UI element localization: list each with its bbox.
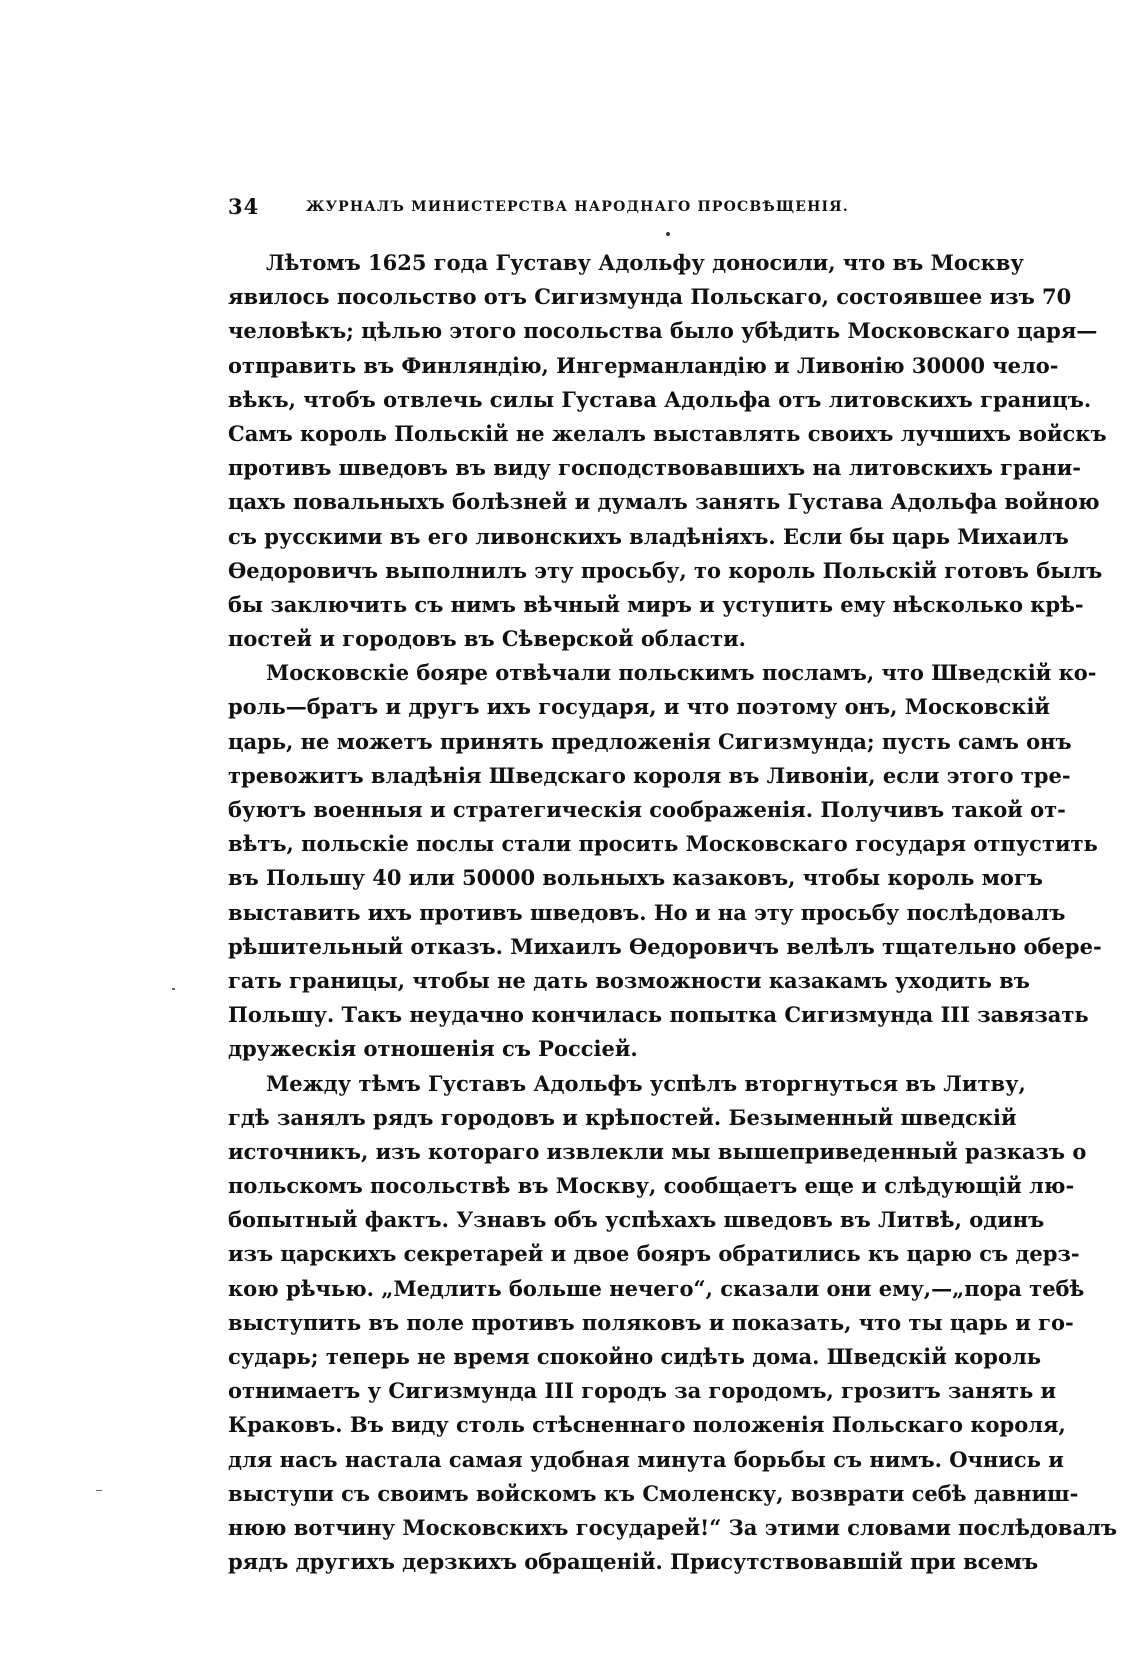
text-line: выступи съ своимъ войскомъ къ Смоленску, возврати себѣ давниш- xyxy=(228,1480,1079,1506)
scan-speck xyxy=(96,1490,102,1491)
text-line: гать границы, чтобы не дать возможности казакамъ уходить въ xyxy=(228,967,1030,993)
print-speck xyxy=(666,232,670,236)
text-line: въ Польшу 40 или 50000 вольныхъ казаковъ, чтобы король могъ xyxy=(228,865,1043,891)
text-line: выставить ихъ противъ шведовъ. Но и на эту просьбу послѣдовалъ xyxy=(228,899,1066,925)
text-line: польскомъ посольствѣ въ Москву, сообщаетъ еще и слѣдующій лю- xyxy=(228,1173,1075,1199)
text-line: Польшу. Такъ неудачно кончилась попытка Сигизмунда III завязать xyxy=(228,1002,1089,1028)
text-line: бопытный фактъ. Узнавъ объ успѣхахъ шведовъ въ Литвѣ, одинъ xyxy=(228,1207,1045,1233)
page-header xyxy=(228,194,988,224)
text-line: бы заключить съ нимъ вѣчный миръ и уступить ему нѣсколько крѣ- xyxy=(228,591,1084,617)
text-line: царь, не можетъ принять предложенія Сигизмунда; пусть самъ онъ xyxy=(228,728,1072,754)
paragraph-2 xyxy=(228,656,1102,1066)
scan-speck xyxy=(172,988,175,990)
text-line: цахъ повальныхъ болѣзней и думалъ занять Густава Адольфа войною xyxy=(228,489,1100,515)
text-line: нюю вотчину Московскихъ государей!“ За этими словами послѣдовалъ xyxy=(228,1514,1117,1540)
text-line: Между тѣмъ Густавъ Адольфъ успѣлъ вторгнуться въ Литву, xyxy=(266,1070,1026,1096)
page-number: 34 xyxy=(228,194,260,219)
text-line: вѣкъ, чтобъ отвлечь силы Густава Адольфа отъ литовскихъ границъ. xyxy=(228,386,1092,412)
text-line: источникъ, изъ котораго извлекли мы вышеприведенный разказъ о xyxy=(228,1138,1087,1164)
text-line: тревожитъ владѣнія Шведскаго короля въ Ливоніи, если этого тре- xyxy=(228,762,1071,788)
text-line: дружескія отношенія съ Россіей. xyxy=(228,1036,638,1062)
body-text xyxy=(228,246,1117,1579)
text-line: отправить въ Финляндію, Ингерманландію и Ливонію 30000 чело- xyxy=(228,352,1059,378)
text-line: Краковъ. Въ виду столь стѣсненнаго положенія Польскаго короля, xyxy=(228,1412,1066,1438)
text-line: роль—братъ и другъ ихъ государя, и что поэтому онъ, Московскій xyxy=(228,694,1051,720)
text-line: сударь; теперь не время спокойно сидѣть дома. Шведскій король xyxy=(228,1344,1042,1369)
text-line: Московскіе бояре отвѣчали польскимъ посламъ, что Шведскій ко- xyxy=(266,660,1097,686)
text-line: съ русскими въ его ливонскихъ владѣніяхъ. Если бы царь Михаилъ xyxy=(228,523,1069,549)
text-line: рѣшительный отказъ. Михаилъ Ѳедоровичъ велѣлъ тщательно обере- xyxy=(228,933,1102,959)
paragraph-1 xyxy=(228,246,1107,656)
text-line: противъ шведовъ въ виду господствовавшихъ на литовскихъ грани- xyxy=(228,455,1082,481)
text-line: рядъ другихъ дерзкихъ обращеній. Присутствовавшій при всемъ xyxy=(228,1549,1039,1575)
text-line: Самъ король Польскій не желалъ выставлять своихъ лучшихъ войскъ xyxy=(228,420,1107,446)
paragraph-3 xyxy=(228,1067,1117,1580)
text-line: Ѳедоровичъ выполнилъ эту просьбу, то король Польскій готовъ былъ xyxy=(228,557,1103,583)
text-line: буютъ военныя и стратегическія соображенія. Получивъ такой от- xyxy=(228,797,1066,822)
text-line: отнимаетъ у Сигизмунда III городъ за городомъ, грозитъ занять и xyxy=(228,1378,1057,1404)
running-title: ЖУРНАЛЪ МИНИСТЕРСТВА НАРОДНАГО ПРОСВѢЩЕНІЯ. xyxy=(306,199,849,215)
text-line: выступить въ поле противъ поляковъ и показать, что ты царь и го- xyxy=(228,1309,1074,1335)
text-line: человѣкъ; цѣлью этого посольства было убѣдить Московскаго царя— xyxy=(228,318,1098,344)
text-line: изъ царскихъ секретарей и двое бояръ обратились къ царю съ дерз- xyxy=(228,1241,1080,1267)
text-line: постей и городовъ въ Сѣверской области. xyxy=(228,626,746,652)
text-line: явилось посольство отъ Сигизмунда Польскаго, состоявшее изъ 70 xyxy=(228,284,1072,310)
text-line: гдѣ занялъ рядъ городовъ и крѣпостей. Безыменный шведскій xyxy=(228,1104,1017,1130)
text-line: вѣтъ, польскіе послы стали просить Московскаго государя отпустить xyxy=(228,831,1098,857)
text-line: для насъ настала самая удобная минута борьбы съ нимъ. Очнись и xyxy=(228,1446,1064,1472)
text-line: кою рѣчью. „Медлить больше нечего“, сказали они ему,—„пора тебѣ xyxy=(228,1275,1085,1301)
text-line: Лѣтомъ 1625 года Густаву Адольфу доносили, что въ Москву xyxy=(266,250,1024,275)
